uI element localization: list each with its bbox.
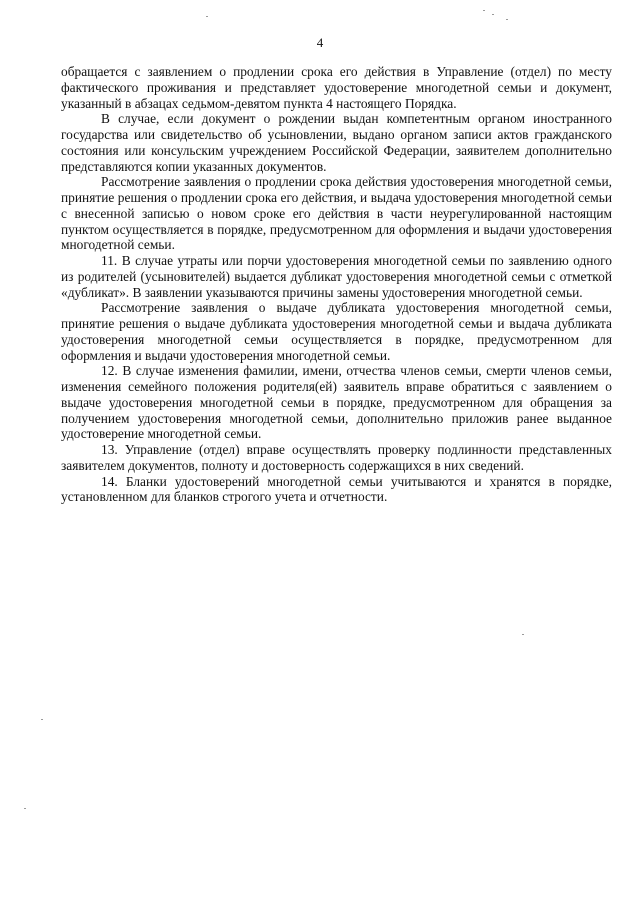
scan-speck (492, 14, 494, 15)
scan-speck (506, 19, 508, 20)
paragraph-continuation: обращается с заявлением о продлении срока его действия в Управление (отдел) по месту фактического проживания и представляет удостоверение многодетной семьи и документ, указанный в абзацах седьмом-девятом пункта 4 настоящего Порядка. (61, 64, 612, 111)
paragraph-birth-document: В случае, если документ о рождении выдан компетентным органом иностранного государства или свидетельство об усыновлении, выдано органом записи актов гражданского состояния или консульским учреждением Российской Федерации, заявителем дополнительно представляются копии указанных документов. (61, 111, 612, 174)
paragraph-duplicate-review: Рассмотрение заявления о выдаче дубликата удостоверения многодетной семьи, принятие решения о выдаче дубликата удостоверения многодетной семьи и выдача дубликата удостоверения многодетной семьи осуществляется в порядке, предусмотренном для оформления и выдачи удостоверения многодетной семьи. (61, 300, 612, 363)
paragraph-item-13: 13. Управление (отдел) вправе осуществлять проверку подлинности представленных заявителем документов, полноту и достоверность содержащихся в них сведений. (61, 442, 612, 473)
scan-speck (24, 808, 26, 809)
paragraph-item-14: 14. Бланки удостоверений многодетной семьи учитываются и хранятся в порядке, установленном для бланков строгого учета и отчетности. (61, 473, 612, 505)
scan-speck (522, 634, 524, 635)
scan-speck (206, 16, 208, 17)
paragraph-item-11: 11. В случае утраты или порчи удостоверения многодетной семьи по заявлению одного из родителей (усыновителей) выдается дубликат удостоверения многодетной семьи с отметкой «дубликат». В заявлении указываются причины замены удостоверения многодетной семьи. (61, 253, 612, 300)
scan-speck (483, 10, 485, 11)
paragraph-extension-review: Рассмотрение заявления о продлении срока действия удостоверения многодетной семьи, принятие решения о продлении срока его действия, и выдача удостоверения многодетной семьи с внесенной записью о новом сроке его действия в части неурегулированной настоящим пунктом осуществляется в порядке, предусмотренном для оформления и выдачи удостоверения многодетной семьи. (61, 174, 612, 253)
document-body (61, 64, 612, 505)
scan-speck (41, 719, 43, 720)
page-number: 4 (316, 35, 324, 50)
paragraph-item-12: 12. В случае изменения фамилии, имени, отчества членов семьи, смерти членов семьи, изменения семейного положения родителя(ей) заявитель вправе обратиться с заявлением о выдаче удостоверения многодетной семьи в порядке, предусмотренном для обращения за получением удостоверения многодетной семьи, дополнительно приложив ранее выданное удостоверение многодетной семьи. (61, 363, 612, 442)
